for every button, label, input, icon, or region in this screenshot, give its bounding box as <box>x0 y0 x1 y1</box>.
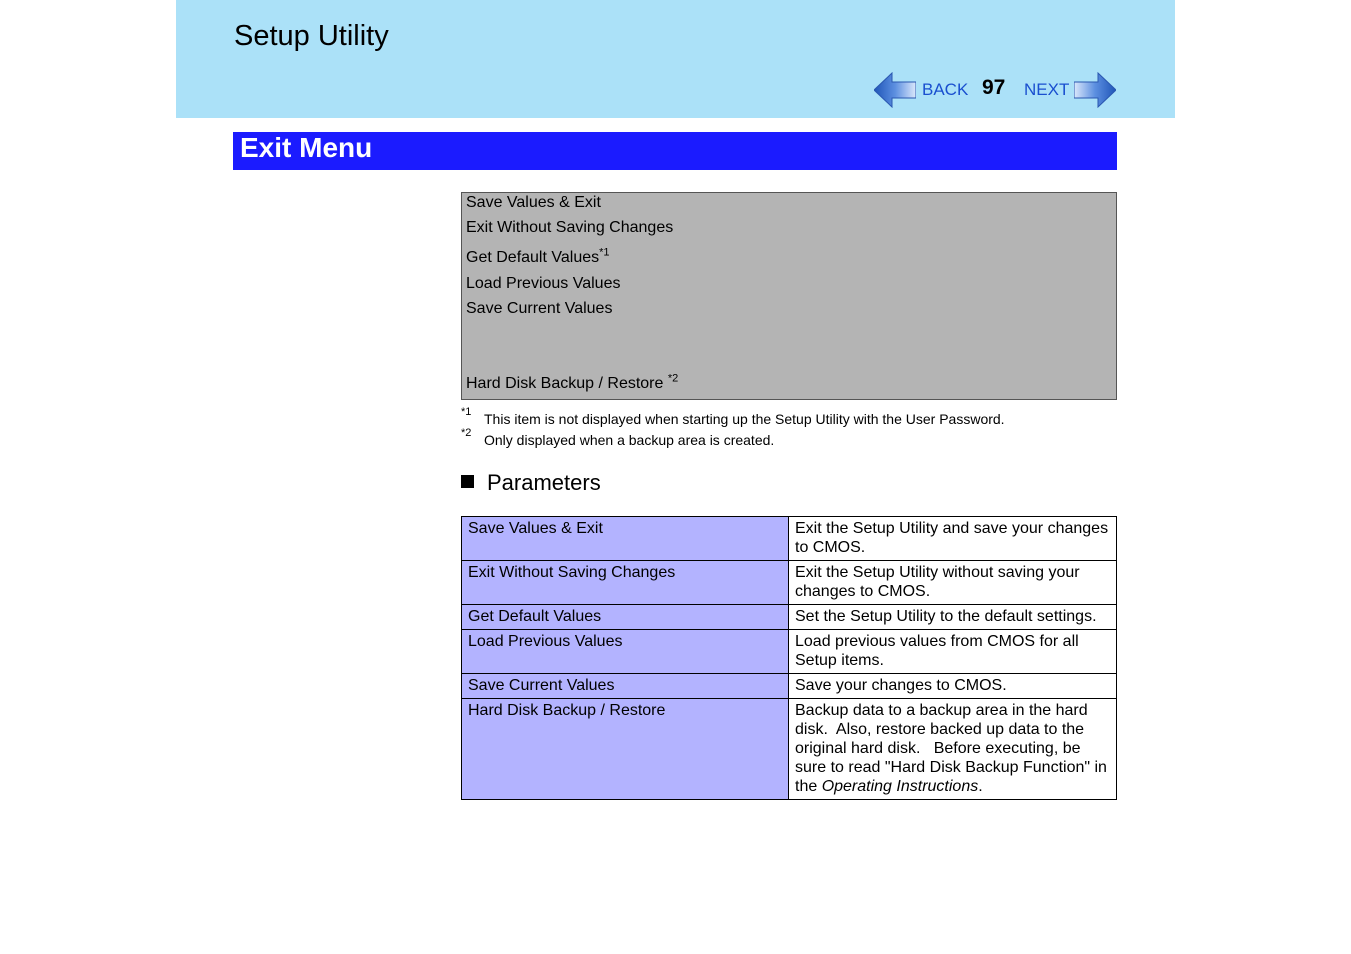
next-link[interactable]: NEXT <box>1024 80 1070 99</box>
section-title: Exit Menu <box>240 132 373 163</box>
parameters-heading-label: Parameters <box>487 470 601 495</box>
page-number: 97 <box>982 76 1006 99</box>
menu-item-label: Exit Without Saving Changes <box>466 219 674 236</box>
footnote-text: This item is not displayed when starting up the Setup Utility with the User Password. <box>484 411 1005 427</box>
parameter-name: Hard Disk Backup / Restore <box>462 699 789 800</box>
description-tail: . <box>978 778 983 795</box>
footnote-mark: *1 <box>461 406 472 418</box>
manual-title: Operating Instructions <box>821 778 979 795</box>
menu-item-save-current-values <box>466 300 612 318</box>
back-link[interactable]: BACK <box>922 80 969 99</box>
page-title: Setup Utility <box>234 20 389 52</box>
section-title-bar <box>233 132 1117 170</box>
parameter-name: Get Default Values <box>462 605 789 630</box>
parameter-description: Exit the Setup Utility without saving your changes to CMOS. <box>789 561 1117 605</box>
menu-item-get-default-values <box>466 246 610 267</box>
parameter-description <box>789 699 1117 800</box>
menu-item-label: Hard Disk Backup / Restore <box>466 375 668 392</box>
menu-item-label: Save Current Values <box>466 300 613 317</box>
table-row <box>462 561 1117 605</box>
table-row <box>462 630 1117 674</box>
parameter-description: Exit the Setup Utility and save your changes to CMOS. <box>789 517 1117 561</box>
parameter-name: Save Current Values <box>462 674 789 699</box>
parameter-name: Save Values & Exit <box>462 517 789 561</box>
parameter-name: Exit Without Saving Changes <box>462 561 789 605</box>
menu-item-save-values-exit <box>466 194 601 212</box>
parameter-name: Load Previous Values <box>462 630 789 674</box>
square-bullet-icon <box>461 475 474 488</box>
menu-item-load-previous-values <box>466 275 620 293</box>
parameters-heading <box>461 470 601 496</box>
page-navigation <box>874 70 1118 110</box>
parameter-description: Save your changes to CMOS. <box>789 674 1117 699</box>
menu-item-label: Save Values & Exit <box>466 194 601 211</box>
parameter-description: Set the Setup Utility to the default settings. <box>789 605 1117 630</box>
footnote-reference: *1 <box>599 246 610 259</box>
exit-menu-screen <box>461 192 1117 400</box>
table-row <box>462 674 1117 699</box>
back-arrow-icon[interactable] <box>874 72 916 108</box>
table-row <box>462 605 1117 630</box>
next-arrow-icon[interactable] <box>1074 72 1116 108</box>
menu-item-hard-disk-backup-restore <box>466 372 679 393</box>
table-row <box>462 517 1117 561</box>
menu-item-exit-without-saving <box>466 219 673 237</box>
menu-item-label: Get Default Values <box>466 249 600 266</box>
footnote-reference: *2 <box>667 372 679 385</box>
footnote-text: Only displayed when a backup area is created. <box>484 432 775 448</box>
menu-item-label: Load Previous Values <box>466 275 621 292</box>
description-text: Backup data to a backup area in the hard disk. Also, restore backed up data to the original hard disk. Before executing, be sure to read "Hard Disk Backup Function" in the <box>795 702 1112 795</box>
parameter-description: Load previous values from CMOS for all Setup items. <box>789 630 1117 674</box>
parameters-table <box>461 516 1117 800</box>
table-row <box>462 699 1117 800</box>
footnote-mark: *2 <box>461 427 472 439</box>
